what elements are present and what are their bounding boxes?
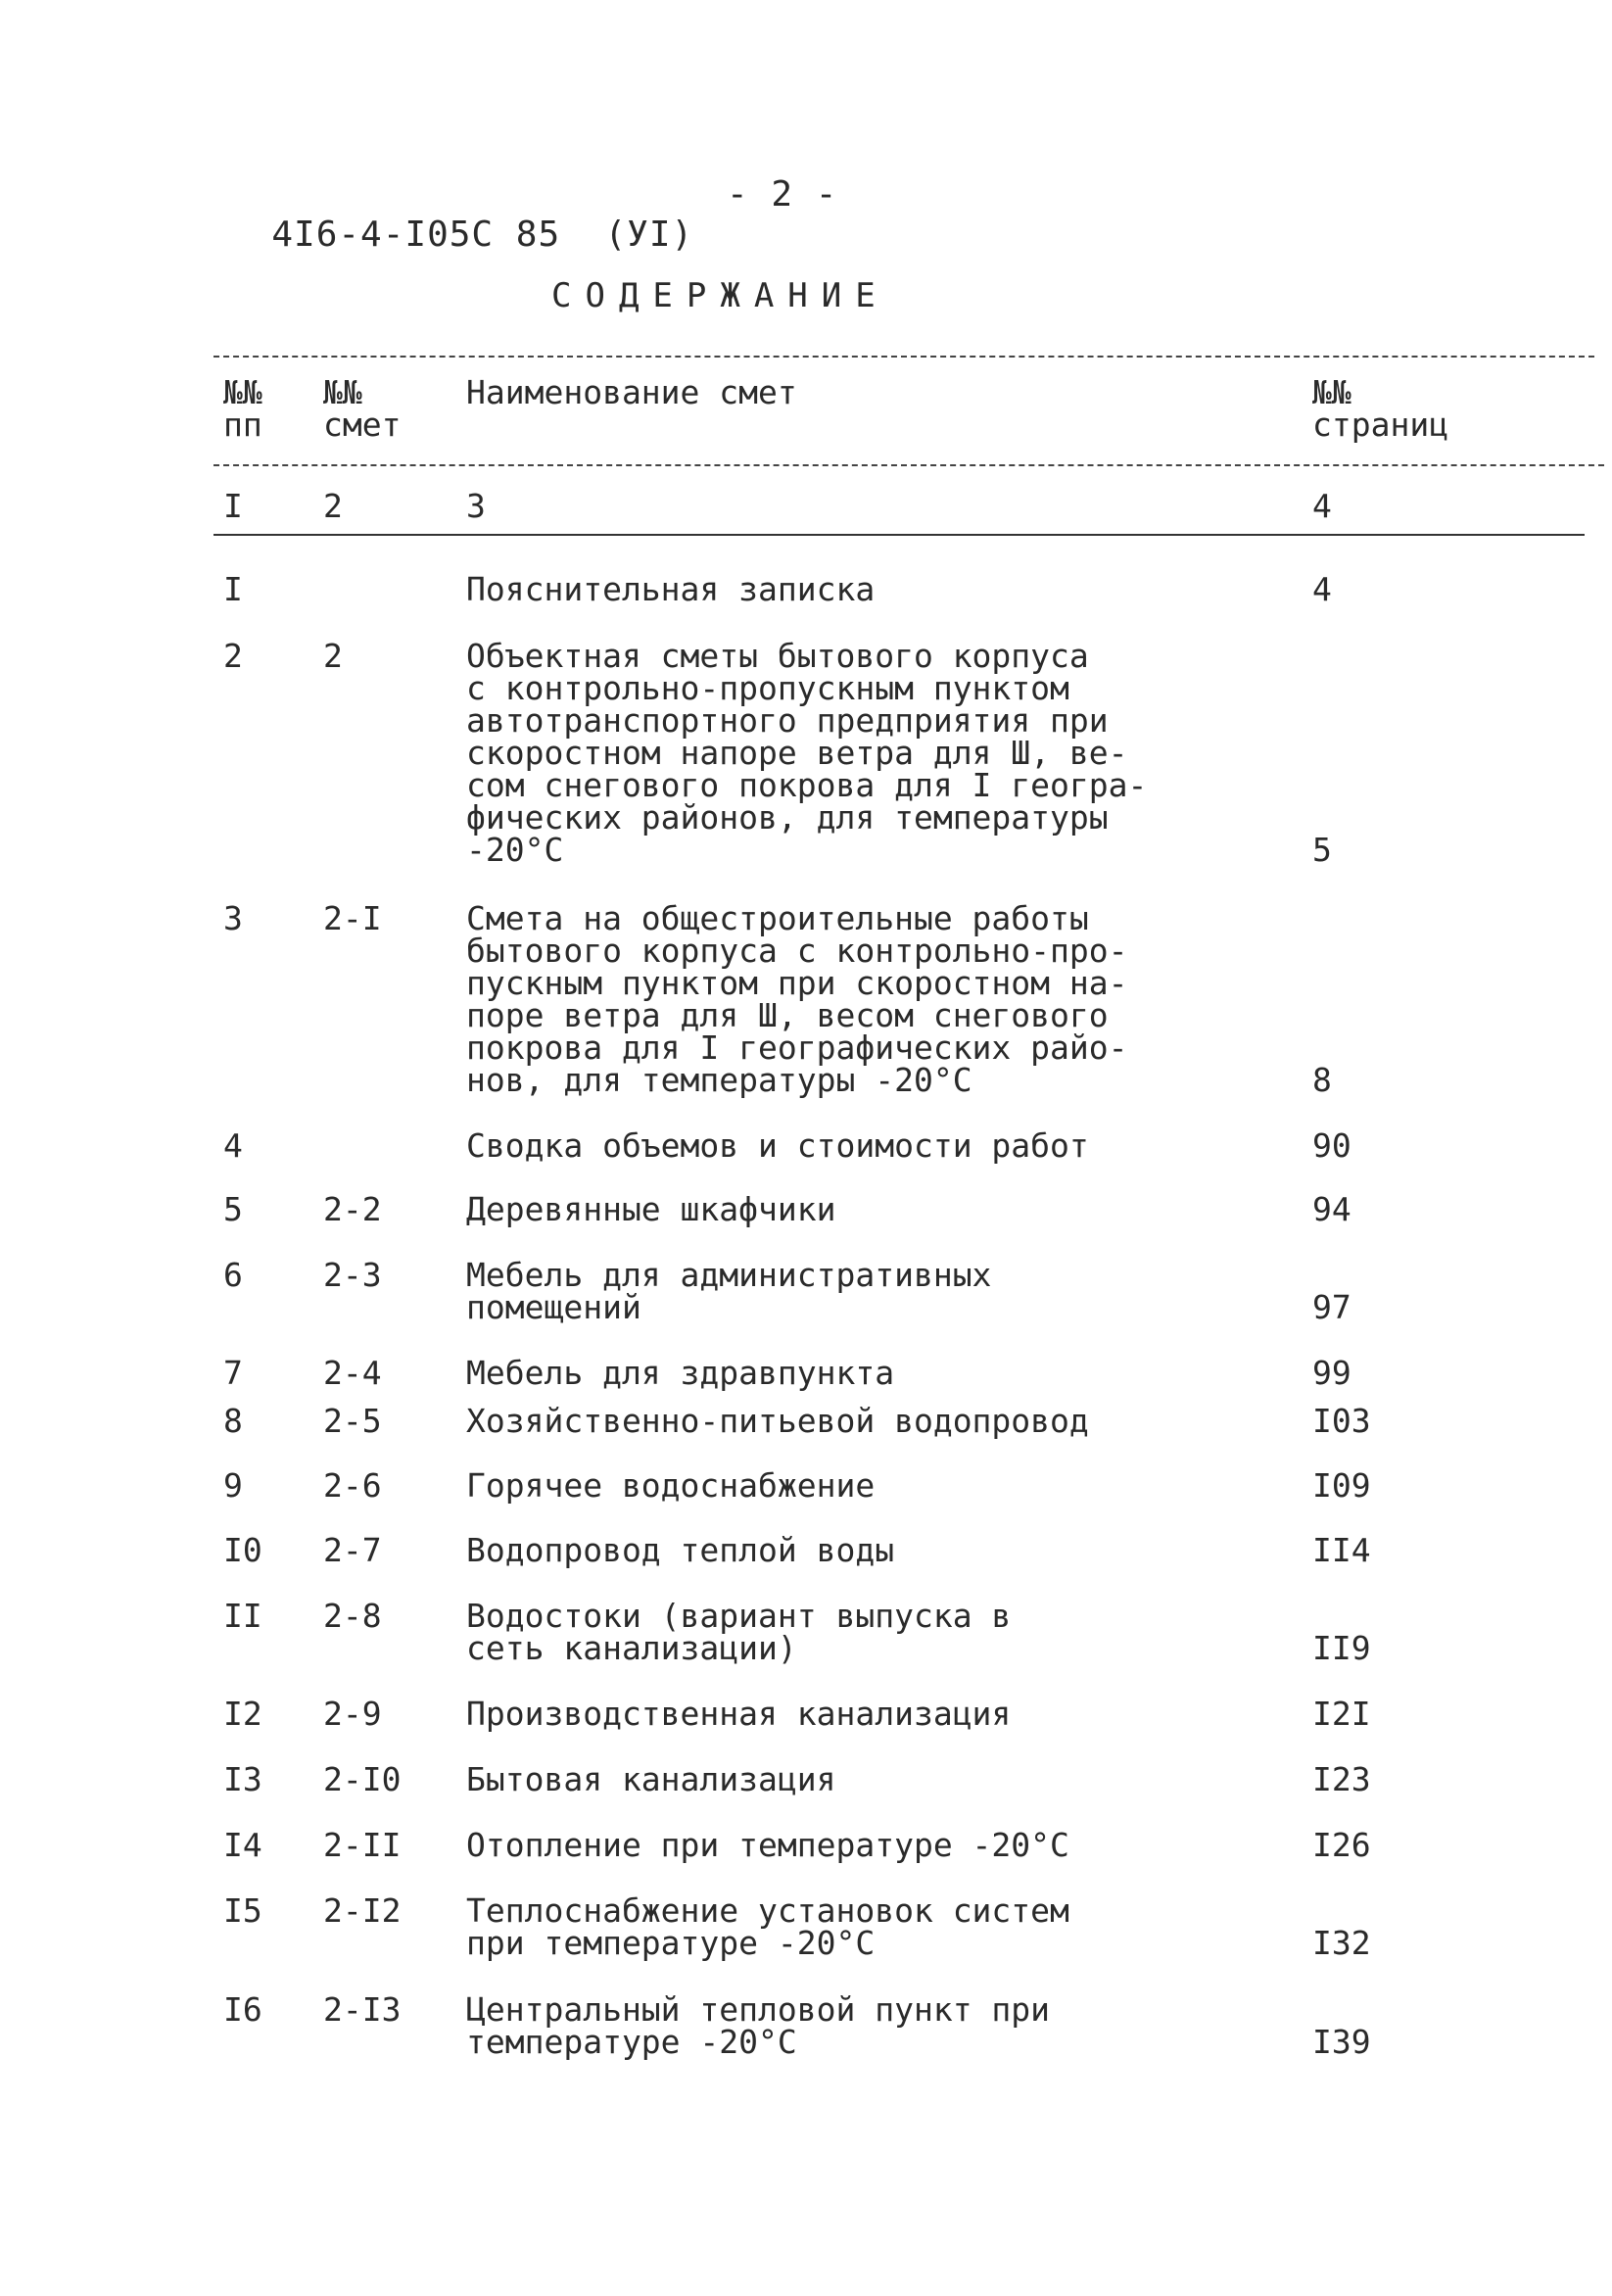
estimate-name: Производственная канализация [466,1695,1012,1733]
page-ref: I32 [1312,1924,1371,1962]
estimate-code: 2-7 [323,1531,382,1569]
estimate-name: Бытовая канализация [466,1760,836,1798]
estimate-name: Сводка объемов и стоимости работ [466,1126,1089,1165]
column-number-2: 2 [323,487,343,525]
estimate-code: 2-4 [323,1354,382,1392]
column-header-estimate-number: №№ смет [323,373,402,444]
estimate-name: Водостоки (вариант выпуска в сеть канализации) [466,1597,1012,1667]
page-ref: I23 [1312,1760,1371,1798]
page-ref: 4 [1312,570,1332,608]
estimate-code: 2-I3 [323,1990,402,2029]
estimate-name: Объектная сметы бытового корпуса с контрольно-пропускным пунктом автотранспортного предприятия при скоростном напоре ветра для Ш, ве- сом снегового покрова для I геогра- фических районов, для температуры -20°С [466,637,1148,869]
row-number: 7 [223,1354,243,1392]
estimate-name: Центральный тепловой пункт при температуре -20°С [466,1990,1051,2061]
estimate-name: Деревянные шкафчики [466,1190,836,1228]
estimate-name: Горячее водоснабжение [466,1466,876,1505]
estimate-code: 2-6 [323,1466,382,1505]
row-number: 4 [223,1126,243,1165]
row-number: I [223,570,243,608]
row-number: 6 [223,1256,243,1294]
estimate-name: Мебель для административных помещений [466,1256,992,1326]
row-number: I0 [223,1531,262,1569]
column-number-4: 4 [1312,487,1332,525]
row-number: I4 [223,1826,262,1864]
page-ref: 8 [1312,1061,1332,1099]
page-ref: I26 [1312,1826,1371,1864]
table-top-rule [213,356,1594,358]
column-header-estimate-name: Наименование смет [466,373,797,411]
row-number: II [223,1597,262,1635]
estimate-code: 2-3 [323,1256,382,1294]
estimate-code: 2 [323,637,343,675]
estimate-code: 2-2 [323,1190,382,1228]
estimate-name: Мебель для здравпункта [466,1354,895,1392]
row-number: I5 [223,1891,262,1930]
estimate-name: Теплоснабжение установок систем при температуре -20°С [466,1891,1069,1962]
page-ref: 5 [1312,831,1332,869]
row-number: I3 [223,1760,262,1798]
row-number: 9 [223,1466,243,1505]
page-ref: I09 [1312,1466,1371,1505]
estimate-name: Хозяйственно-питьевой водопровод [466,1402,1089,1440]
column-number-1: I [223,487,243,525]
row-number: 8 [223,1402,243,1440]
document-code: 4I6-4-I05C 85 (УI) [271,215,694,255]
page-ref: II4 [1312,1531,1371,1569]
estimate-code: 2-9 [323,1695,382,1733]
page-ref: I2I [1312,1695,1371,1733]
estimate-code: 2-I0 [323,1760,402,1798]
estimate-name: Отопление при температуре -20°С [466,1826,1069,1864]
column-number-3: 3 [466,487,486,525]
estimate-name: Пояснительная записка [466,570,876,608]
estimate-name: Водопровод теплой воды [466,1531,895,1569]
page-ref: 94 [1312,1190,1351,1228]
row-number: I2 [223,1695,262,1733]
page-title: СОДЕРЖАНИЕ [551,276,889,315]
page-ref: II9 [1312,1629,1371,1667]
row-number: 2 [223,637,243,675]
row-number: 5 [223,1190,243,1228]
estimate-code: 2-I2 [323,1891,402,1930]
estimate-code: 2-II [323,1826,402,1864]
estimate-code: 2-8 [323,1597,382,1635]
row-number: 3 [223,899,243,937]
page-ref: I39 [1312,2023,1371,2061]
row-number: I6 [223,1990,262,2029]
page-ref: I03 [1312,1402,1371,1440]
estimate-name: Смета на общестроительные работы бытового корпуса с контрольно-про- пускным пунктом при скоростном на- поре ветра для Ш, весом снегового покрова для I географических райо- нов, для температуры -20°С [466,899,1128,1099]
page-number: - 2 - [727,174,838,215]
page-ref: 99 [1312,1354,1351,1392]
column-header-page-number: №№ страниц [1312,373,1449,444]
page-ref: 97 [1312,1288,1351,1326]
page-ref: 90 [1312,1126,1351,1165]
header-bottom-rule [213,464,1604,466]
column-header-row-number: №№ пп [223,373,262,444]
estimate-code: 2-I [323,899,382,937]
column-number-rule [213,534,1585,536]
estimate-code: 2-5 [323,1402,382,1440]
